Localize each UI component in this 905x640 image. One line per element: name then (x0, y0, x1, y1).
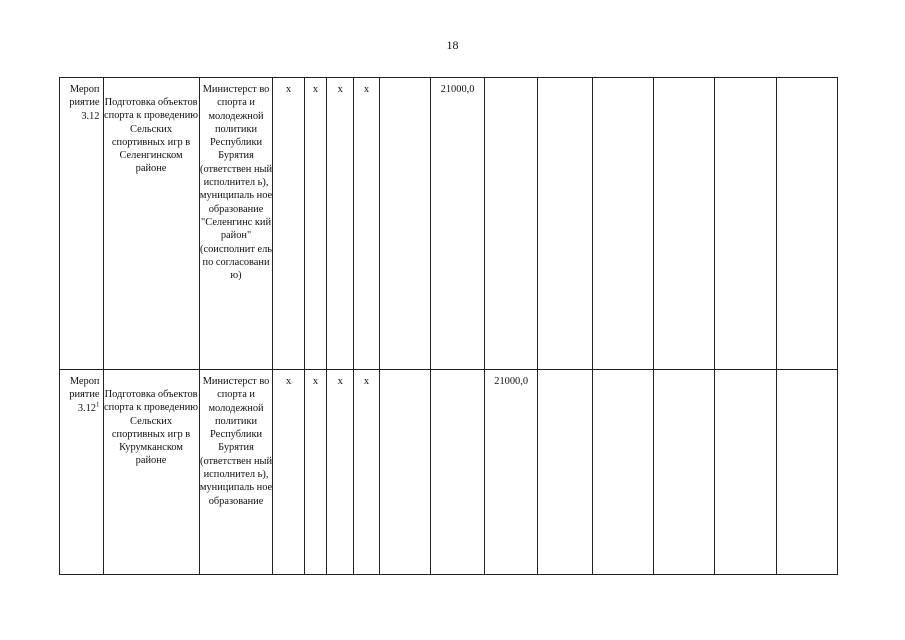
mark-cell: x (327, 78, 354, 370)
amount-cell: 21000,0 (431, 78, 485, 370)
mark-cell: x (304, 370, 326, 575)
mark-cell: x (354, 370, 379, 575)
amount-cell (379, 78, 431, 370)
table-row (60, 78, 838, 370)
amount-cell (593, 78, 654, 370)
activity-name-cell (103, 370, 199, 575)
activity-name-cell (103, 78, 199, 370)
program-table (59, 77, 838, 575)
executor-cell (199, 78, 273, 370)
activity-code-cell (60, 370, 104, 575)
activity-code-line: Мероп (69, 84, 100, 95)
amount-cell (538, 78, 593, 370)
mark-cell: x (354, 78, 379, 370)
activity-code-line: Мероп (69, 376, 100, 387)
amount-cell (431, 370, 485, 575)
activity-name: Подготовка объектов спорта к проведению Сельских спортивных игр в Курумканском районе (104, 389, 199, 467)
activity-name: Подготовка объектов спорта к проведению Сельских спортивных игр в Селенгинском районе (104, 97, 199, 175)
mark-cell: x (273, 78, 304, 370)
amount-cell (653, 370, 715, 575)
executor-text: Министерст во спорта и молодежной политики Республики Бурятия (ответствен ный исполнител ь), муниципаль ное образование "Селенгинс кий район" (соисполнит ель по согласовани ю) (199, 84, 273, 282)
mark-cell: x (327, 370, 354, 575)
mark-cell: x (273, 370, 304, 575)
activity-code-line: риятие (69, 97, 100, 109)
activity-code-cell (60, 78, 104, 370)
amount-cell (777, 78, 838, 370)
activity-code-number: 3.12$^1$ (77, 400, 100, 414)
activity-code-number: 3.12 (81, 110, 100, 122)
mark-cell: x (304, 78, 326, 370)
amount-cell (715, 78, 777, 370)
amount-cell (653, 78, 715, 370)
amount-cell (593, 370, 654, 575)
table-row (60, 370, 838, 575)
amount-cell (715, 370, 777, 575)
amount-cell (538, 370, 593, 575)
amount-cell (484, 78, 538, 370)
amount-cell: 21000,0 (484, 370, 538, 575)
amount-cell (777, 370, 838, 575)
executor-text: Министерст во спорта и молодежной политики Республики Бурятия (ответствен ный исполнител ь), муниципаль ное образование (199, 376, 273, 507)
activity-code-line: риятие (69, 389, 100, 401)
page-number: 18 (446, 38, 459, 52)
executor-cell (199, 370, 273, 575)
amount-cell (379, 370, 431, 575)
